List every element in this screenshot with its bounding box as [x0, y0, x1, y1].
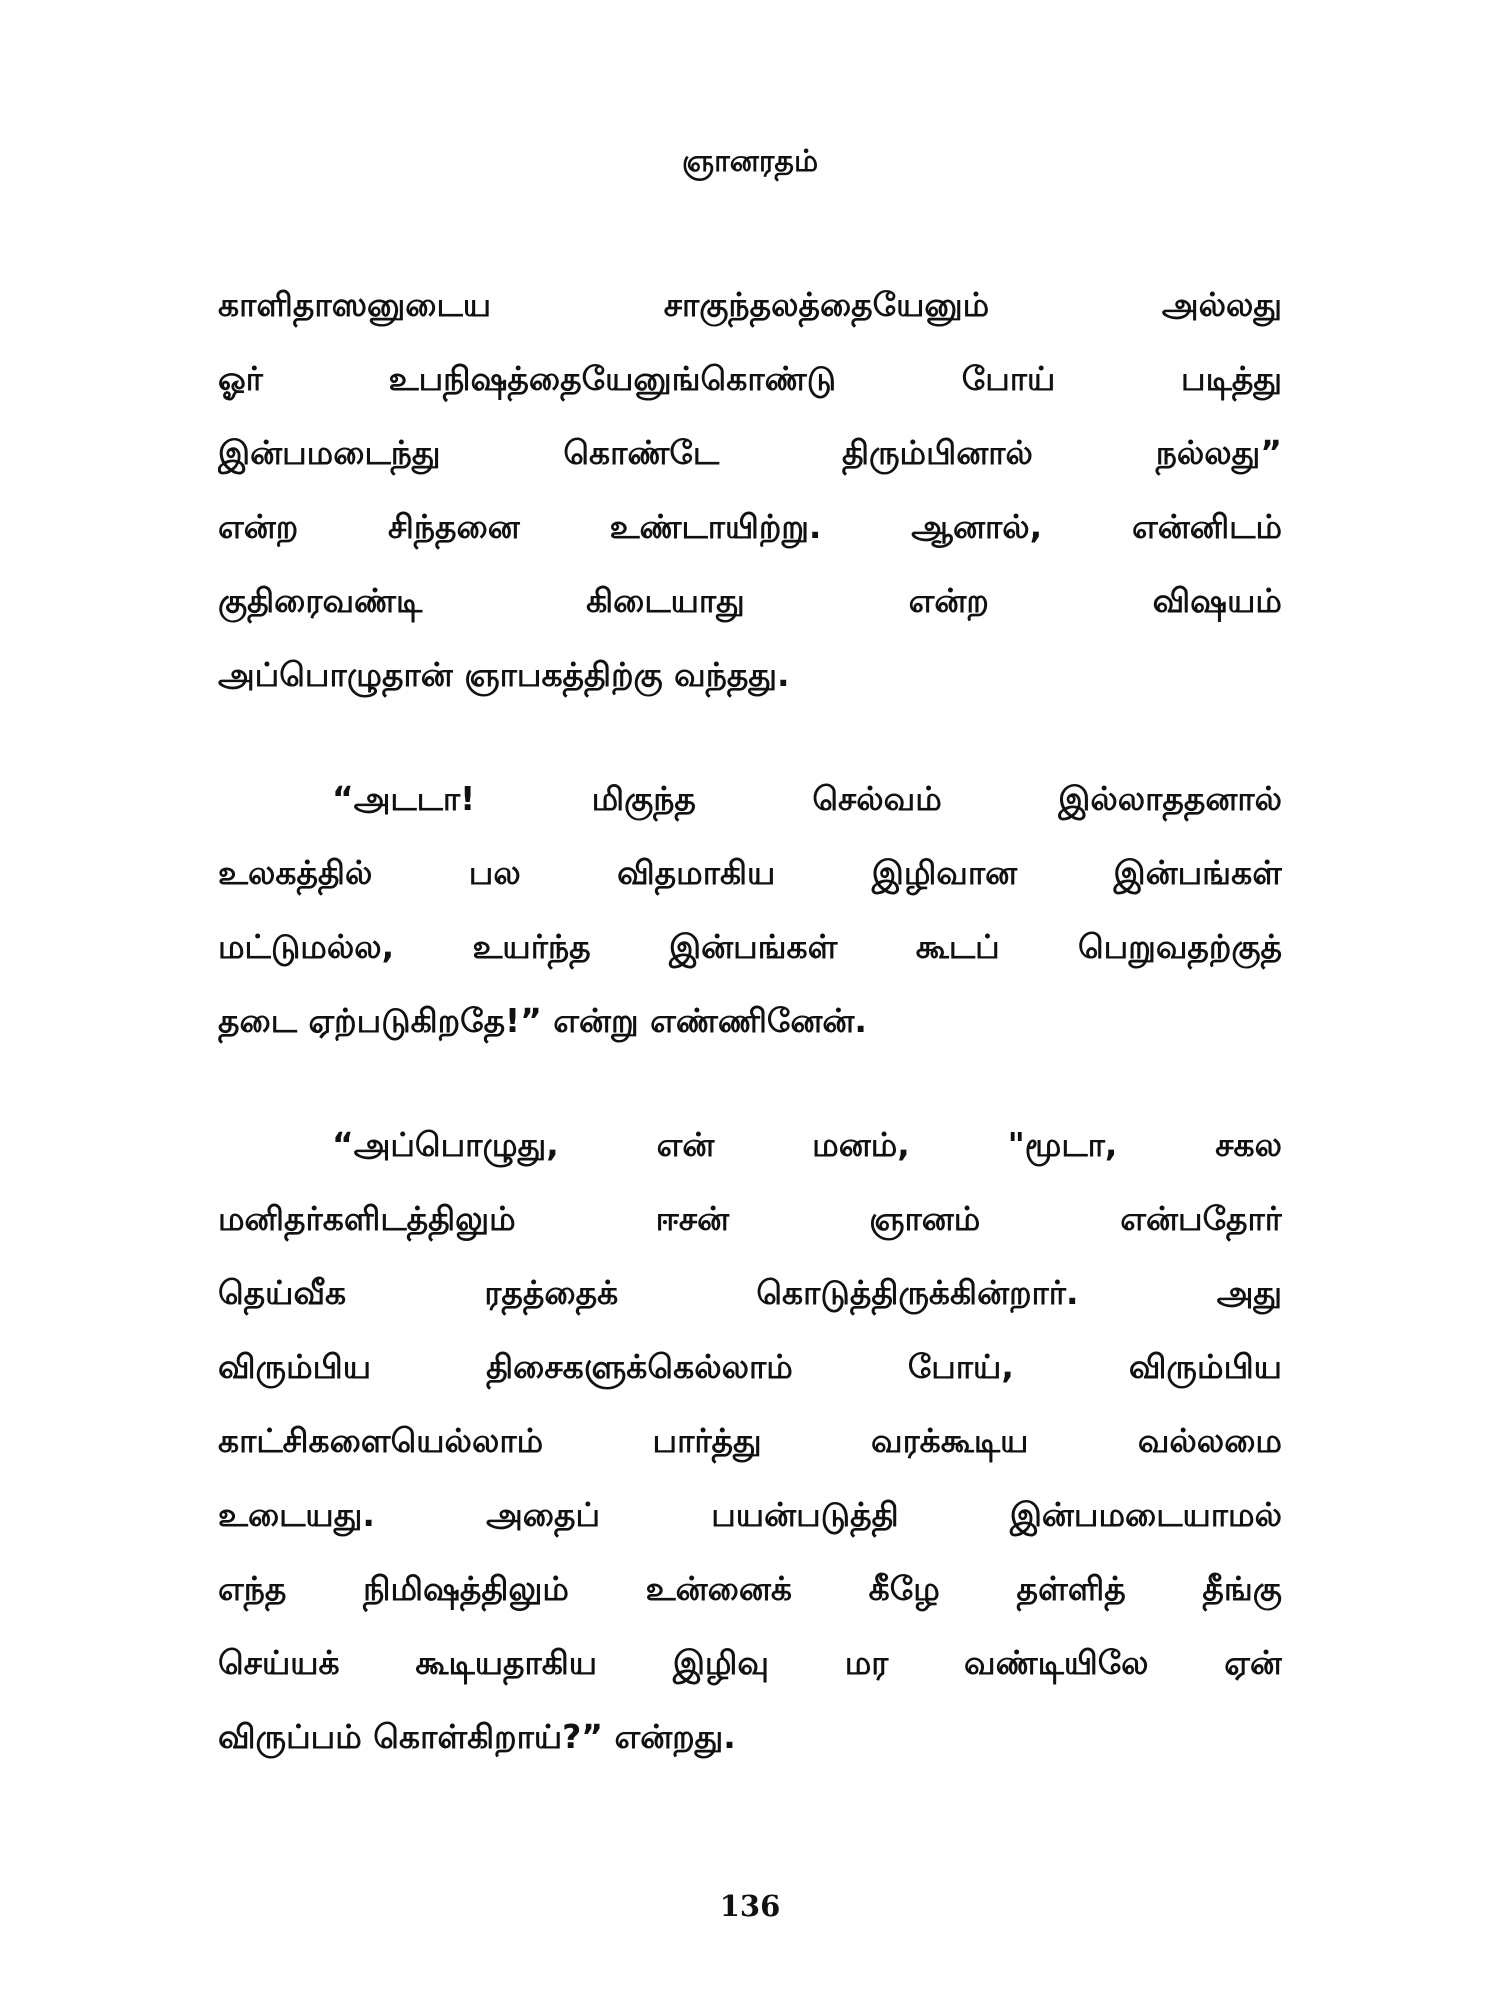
- word: பயன்படுத்தி: [711, 1495, 899, 1534]
- paragraph-gap: [218, 1058, 1282, 1108]
- word: ரதத்தைக்: [484, 1273, 619, 1312]
- word: திரும்பினால்: [841, 433, 1033, 472]
- word: கூடப்: [915, 927, 1000, 966]
- word: ஈசன்: [655, 1199, 730, 1238]
- text-line: [218, 1626, 1282, 1700]
- word: பெறுவதற்குத்: [1078, 927, 1282, 966]
- word: உன்னைக்: [645, 1569, 792, 1608]
- word: இன்பமடைந்து: [218, 433, 441, 472]
- word: சாகுந்தலத்தையேனும்: [663, 285, 990, 324]
- word: அது: [1216, 1273, 1282, 1312]
- text-line: [218, 1256, 1282, 1330]
- word: விரும்பிய: [1128, 1347, 1282, 1386]
- word: இன்பமடையாமல்: [1009, 1495, 1282, 1534]
- word: “அடடா!: [332, 779, 476, 818]
- word: செல்வம்: [812, 779, 942, 818]
- word: உயர்ந்த: [472, 927, 591, 966]
- word: மனம்,: [812, 1125, 910, 1164]
- paragraph: [218, 1108, 1282, 1774]
- word: கொடுத்திருக்கின்றார்.: [756, 1273, 1079, 1312]
- text-line: [218, 762, 1282, 836]
- word: சிந்தனை: [388, 507, 520, 546]
- word: உபநிஷத்தையேனுங்கொண்டு: [388, 359, 837, 398]
- word: "மூடா,: [1007, 1125, 1118, 1164]
- word: செய்யக்: [218, 1643, 340, 1682]
- word: ஏன்: [1224, 1643, 1282, 1682]
- text-line: [218, 416, 1282, 490]
- word: காட்சிகளையெல்லாம்: [218, 1421, 544, 1460]
- text-line: [218, 564, 1282, 638]
- text-line: [218, 1330, 1282, 1404]
- running-head: ஞானரதம்: [681, 144, 819, 179]
- text-line: [218, 1478, 1282, 1552]
- word: கொண்டே: [563, 433, 720, 472]
- text-line: [218, 490, 1282, 564]
- word: பல: [468, 853, 521, 892]
- word: கீழே: [868, 1569, 940, 1608]
- word: போய்,: [907, 1347, 1014, 1386]
- word: நிமிஷத்திலும்: [363, 1569, 569, 1608]
- text-line: [218, 268, 1282, 342]
- word: தள்ளித்: [1016, 1569, 1126, 1608]
- text-line: அப்பொழுதான் ஞாபகத்திற்கு வந்தது.: [218, 655, 790, 694]
- word: இல்லாததனால்: [1058, 779, 1282, 818]
- word: விஷயம்: [1152, 581, 1282, 620]
- word: எந்த: [218, 1569, 287, 1608]
- word: என்ற: [908, 581, 989, 620]
- word: படித்து: [1181, 359, 1282, 398]
- word: இழிவான: [871, 853, 1018, 892]
- word: சகல: [1215, 1125, 1282, 1164]
- word: வல்லமை: [1137, 1421, 1282, 1460]
- word: என்னிடம்: [1131, 507, 1282, 546]
- word: இழிவு: [672, 1643, 769, 1682]
- word: கூடியதாகிய: [415, 1643, 598, 1682]
- word: மிகுந்த: [591, 779, 696, 818]
- word: அல்லது: [1161, 285, 1282, 324]
- text-line: [218, 910, 1282, 984]
- word: குதிரைவண்டி: [218, 581, 423, 620]
- paragraph-gap: [218, 712, 1282, 762]
- word: நல்லது”: [1155, 433, 1282, 472]
- word: பார்த்து: [652, 1421, 762, 1460]
- word: உண்டாயிற்று.: [609, 507, 822, 546]
- text-line: [218, 836, 1282, 910]
- text-line: [218, 1182, 1282, 1256]
- word: தெய்வீக: [218, 1273, 347, 1312]
- word: அதைப்: [486, 1495, 601, 1534]
- word: விரும்பிய: [218, 1347, 372, 1386]
- word: ஓர்: [218, 359, 263, 398]
- word: “அப்பொழுது,: [332, 1125, 559, 1164]
- word: வண்டியிலே: [964, 1643, 1149, 1682]
- text-line: [218, 1552, 1282, 1626]
- word: உடையது.: [218, 1495, 375, 1534]
- word: ஞானம்: [869, 1199, 981, 1238]
- word: காளிதாஸனுடைய: [218, 285, 492, 324]
- word: கிடையாது: [586, 581, 745, 620]
- word: தீங்கு: [1202, 1569, 1282, 1608]
- word: உலகத்தில்: [218, 853, 373, 892]
- word: ஆனால்,: [911, 507, 1043, 546]
- text-line: விருப்பம் கொள்கிறாய்?” என்றது.: [218, 1717, 736, 1756]
- word: இன்பங்கள்: [668, 927, 838, 966]
- page-number: 136: [719, 1889, 781, 1923]
- word: போய்: [961, 359, 1056, 398]
- word: மர: [844, 1643, 889, 1682]
- text-line: [218, 1404, 1282, 1478]
- word: என்ற: [218, 507, 299, 546]
- word: என்பதோர்: [1120, 1199, 1282, 1238]
- paragraph: [218, 268, 1282, 712]
- text-line: தடை ஏற்படுகிறதே!” என்று எண்ணினேன்.: [218, 1001, 867, 1040]
- word: இன்பங்கள்: [1113, 853, 1282, 892]
- text-line: [218, 342, 1282, 416]
- word: திசைகளுக்கெல்லாம்: [486, 1347, 793, 1386]
- word: விதமாகிய: [617, 853, 776, 892]
- body-text: [218, 268, 1282, 1774]
- paragraph: [218, 762, 1282, 1058]
- word: என்: [656, 1125, 715, 1164]
- word: மனிதர்களிடத்திலும்: [218, 1199, 516, 1238]
- word: மட்டுமல்ல,: [218, 927, 395, 966]
- text-line: [218, 1108, 1282, 1182]
- word: வரக்கூடிய: [871, 1421, 1029, 1460]
